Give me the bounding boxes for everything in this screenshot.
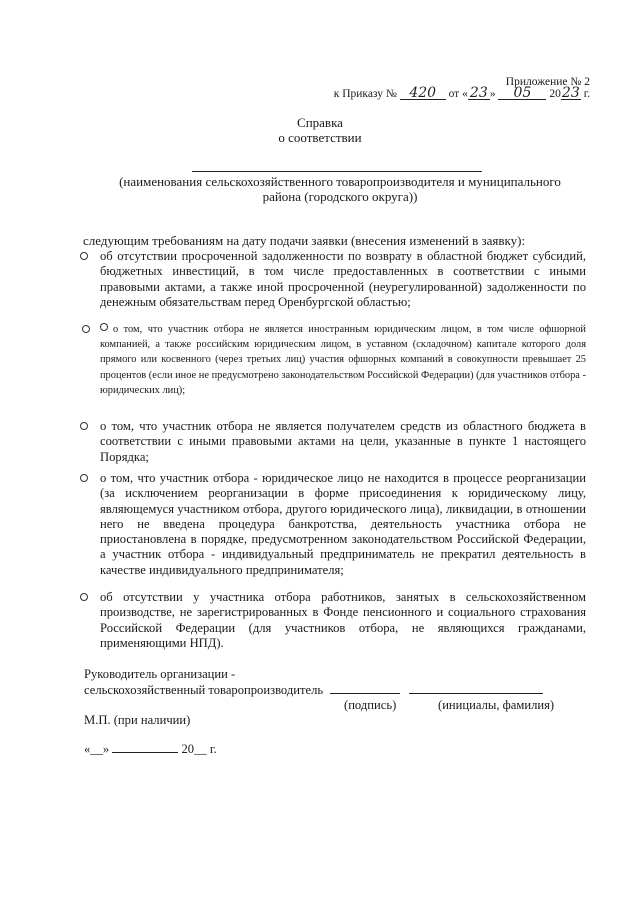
requirement-text: о том, что участник отбора не является получателем средств из областного бюджета в соответствии с иными правовыми актами на цели, указанные в пункте 1 настоящего Порядка; bbox=[100, 419, 586, 464]
requirements-intro: следующим требованиям на дату подачи заявки (внесения изменений в заявку): bbox=[83, 233, 526, 248]
bullet-icon bbox=[80, 252, 88, 260]
requirement-text: о том, что участник отбора - юридическое лицо не находится в процессе реорганизации (за исключением реорганизации в форме присоединения к юридическому лицу, являющемуся участником отбора, другого юридического лица), ликвидации, в отношении него не введена процедура банкротства, деятельность участника отбора не приостановлена в порядке, предусмотренном законодательством Российской Федерации, а участник отбора - индивидуальный предприниматель не прекратил деятельность в качестве индивидуального предпринимателя; bbox=[100, 471, 586, 577]
requirement-text: об отсутствии просроченной задолженности по возврату в областной бюджет субсидий, бюджетных инвестиций, в том числе предоставленных в соответствии с иными правовыми актами, а также иной просроченной (неурегулированной) задолженности по денежным обязательствам перед Оренбургской областью; bbox=[100, 249, 586, 309]
bullet-icon bbox=[80, 474, 88, 482]
order-from: от « bbox=[448, 88, 468, 100]
requirement-text: об отсутствии у участника отбора работников, занятых в сельскохозяйственном производстве, не зарегистрированных в Фонде пенсионного и социального страхования Российской Федерации (для участников отбора, не являющихся гражданами, применяющими НПД). bbox=[100, 590, 586, 650]
order-prefix: к Приказу № bbox=[333, 88, 397, 100]
bullet-icon bbox=[100, 323, 108, 331]
requirement-item bbox=[80, 419, 586, 467]
bullet-icon bbox=[82, 325, 90, 333]
date-field bbox=[84, 742, 217, 757]
document-subtitle: о соответствии bbox=[278, 130, 362, 145]
requirement-text: о том, что участник отбора не является иностранным юридическим лицом, в том числе офшорной компанией, а также российским юридическим лицом, в уставном (складочном) капитале которого доля прямого или косвенного (через третьих лиц) участия офшорных компаний в совокупности превышает 25 процентов (если иное не предусмотрено законодательством Российской Федерации) (для участников отбора - юридических лиц); bbox=[100, 324, 586, 396]
order-day-close: » bbox=[489, 88, 496, 100]
requirement-item bbox=[80, 590, 586, 652]
name-line bbox=[409, 683, 543, 694]
producer-label-text: сельскохозяйственный товаропроизводитель bbox=[84, 683, 324, 697]
appendix-label: Приложение № 2 bbox=[505, 76, 590, 88]
order-reference bbox=[333, 85, 590, 101]
signature-caption: (подпись) bbox=[344, 698, 397, 712]
order-day: 23 bbox=[468, 88, 490, 100]
producer-name-caption: (наименования сельскохозяйственного товаропроизводителя и муниципального района (городского округа)) bbox=[119, 174, 561, 204]
stamp-label: М.П. (при наличии) bbox=[84, 713, 191, 727]
date-year: 20__ г. bbox=[178, 742, 217, 756]
producer-name-line bbox=[192, 171, 482, 172]
bullet-icon bbox=[80, 422, 88, 430]
order-month: 05 bbox=[498, 88, 546, 100]
order-year-suffix: г. bbox=[583, 88, 590, 100]
order-year-prefix: 20 bbox=[549, 88, 561, 100]
document-title: Справка bbox=[297, 115, 343, 130]
manager-label: Руководитель организации - bbox=[84, 667, 236, 681]
date-month-line bbox=[112, 742, 178, 753]
date-open: «__» bbox=[84, 742, 113, 756]
requirement-item bbox=[80, 249, 586, 311]
requirement-item bbox=[80, 471, 586, 581]
bullet-icon bbox=[80, 593, 88, 601]
producer-label bbox=[84, 683, 543, 698]
order-number: 420 bbox=[400, 88, 446, 100]
requirement-item bbox=[80, 322, 586, 402]
order-year: 23 bbox=[561, 85, 580, 101]
signature-line bbox=[330, 683, 400, 694]
name-caption: (инициалы, фамилия) bbox=[438, 698, 555, 712]
